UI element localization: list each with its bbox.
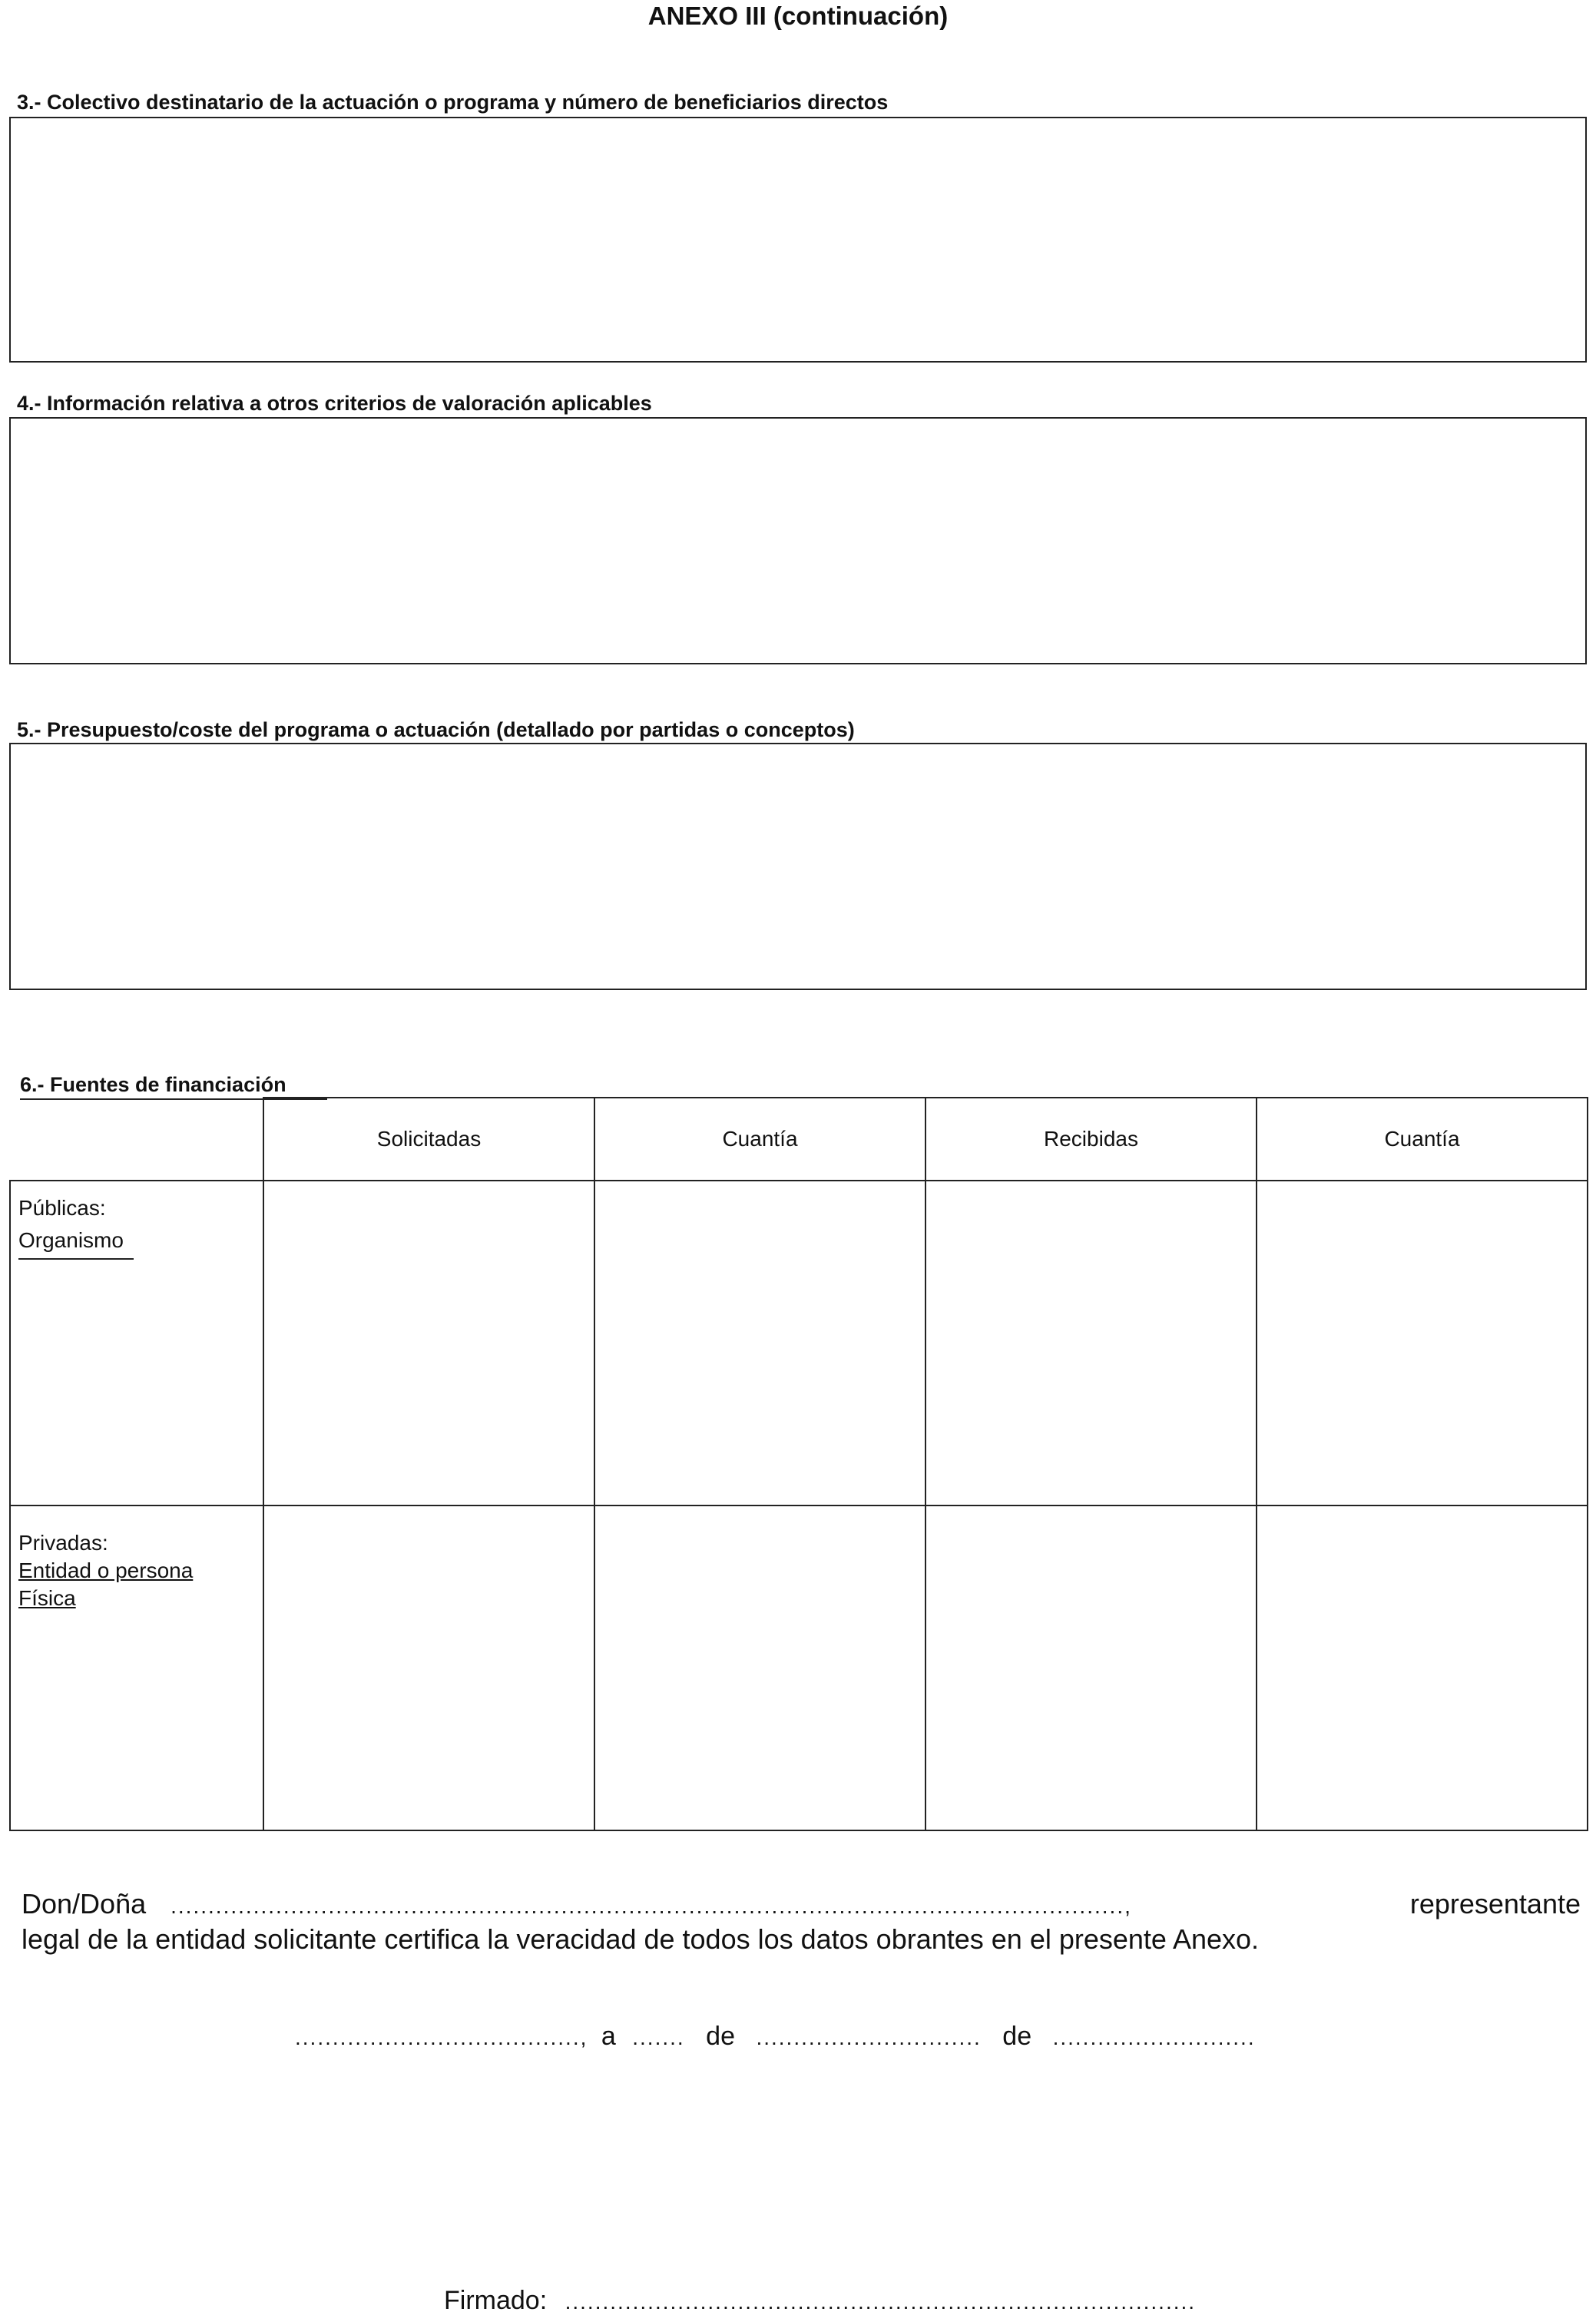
cell-privadas-cuantia-2[interactable] (1257, 1505, 1588, 1830)
row-label-fisica: Física (18, 1586, 76, 1610)
section-3-label: 3.- Colectivo destinatario de la actuación o programa y número de beneficiarios directos (17, 91, 889, 114)
year-field[interactable]: ........................... (1052, 2026, 1256, 2049)
signature-line (444, 2286, 1196, 2316)
row-label-publicas (10, 1181, 263, 1505)
section-5-box[interactable] (9, 743, 1587, 990)
declaration-prefix: Don/Doña (22, 1888, 147, 1920)
place-field[interactable]: ......................................, (295, 2026, 588, 2049)
date-de-2: de (1002, 2022, 1032, 2051)
cell-publicas-solicitadas[interactable] (263, 1181, 594, 1505)
section-4-label: 4.- Información relativa a otros criterios de valoración aplicables (17, 392, 652, 415)
row-label-organismo: Organismo (18, 1228, 124, 1252)
signature-label: Firmado: (444, 2286, 548, 2315)
page-title: ANEXO III (continuación) (647, 2, 949, 30)
financing-row-privadas (10, 1505, 1588, 1830)
month-field[interactable]: .............................. (756, 2026, 982, 2049)
section-3-box[interactable] (9, 117, 1587, 363)
financing-table (9, 1097, 1588, 1831)
declaration-suffix: representante (1409, 1888, 1581, 1920)
row-label-privadas-title: Privadas: (18, 1531, 108, 1555)
declaration-line-1 (22, 1886, 1588, 1924)
cell-publicas-recibidas[interactable] (925, 1181, 1257, 1505)
column-header-solicitadas: Solicitadas (263, 1098, 594, 1181)
row-label-entidad: Entidad o persona (18, 1558, 194, 1582)
cell-privadas-recibidas[interactable] (925, 1505, 1257, 1830)
column-header-recibidas: Recibidas (925, 1098, 1257, 1181)
column-header-cuantia-1: Cuantía (594, 1098, 925, 1181)
place-date-line (295, 2022, 1256, 2052)
row-label-publicas-title: Públicas: (18, 1196, 106, 1220)
day-field[interactable]: ....... (632, 2026, 685, 2049)
date-de-1: de (706, 2022, 735, 2051)
signature-field[interactable]: .................................................................................... (565, 2290, 1197, 2314)
place-a-word: a (601, 2022, 616, 2051)
financing-corner-cell (10, 1098, 263, 1181)
section-4-box[interactable] (9, 417, 1587, 664)
cell-privadas-solicitadas[interactable] (263, 1505, 594, 1830)
organismo-underline (18, 1258, 134, 1260)
cell-publicas-cuantia-1[interactable] (594, 1181, 925, 1505)
section-5-label: 5.- Presupuesto/coste del programa o actuación (detallado por partidas o conceptos) (17, 718, 855, 741)
financing-row-publicas (10, 1181, 1588, 1505)
row-label-privadas (10, 1505, 263, 1830)
cell-privadas-cuantia-1[interactable] (594, 1505, 925, 1830)
financing-header-row (10, 1098, 1588, 1181)
declaration-line-2: legal de la entidad solicitante certifica la veracidad de todos los datos obrantes en el presente Anexo. (22, 1923, 1260, 1955)
section-6-label: 6.- Fuentes de financiación (20, 1073, 286, 1096)
declaration-name-field[interactable]: ..............................................................................................................................., (171, 1894, 1132, 1918)
column-header-cuantia-2: Cuantía (1257, 1098, 1588, 1181)
cell-publicas-cuantia-2[interactable] (1257, 1181, 1588, 1505)
